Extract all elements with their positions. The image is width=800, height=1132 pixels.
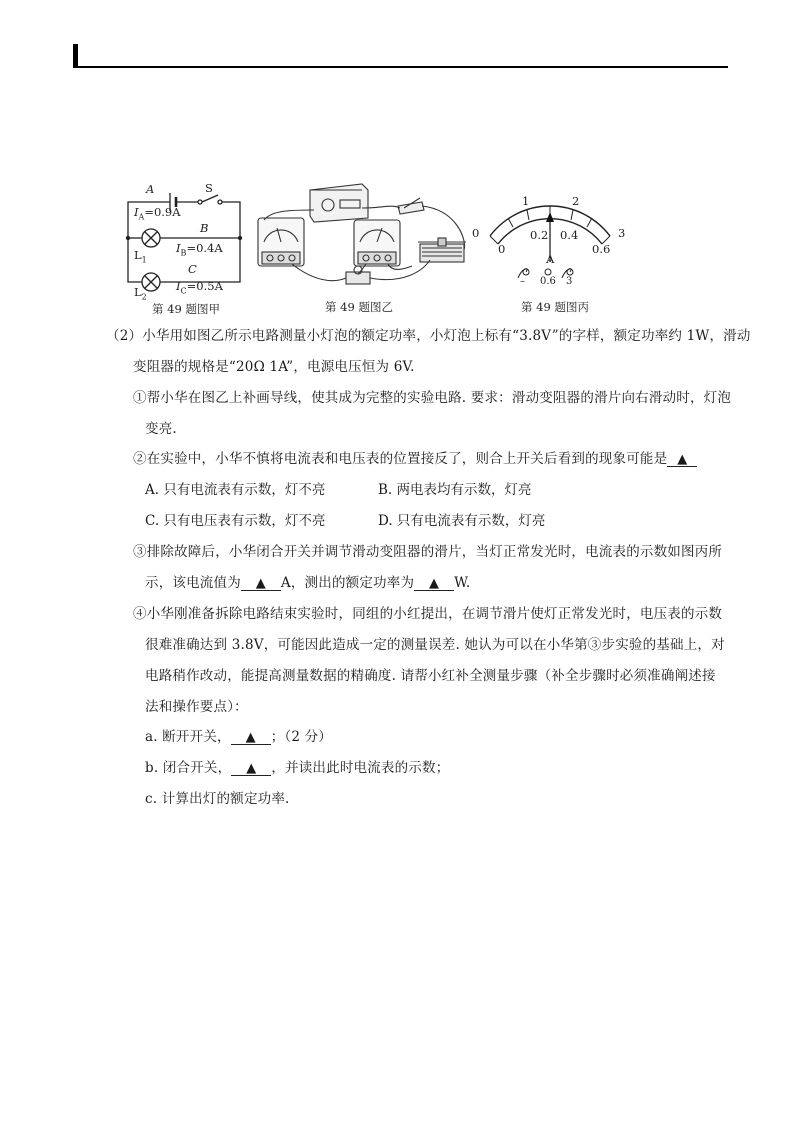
answer-blank-phenomenon[interactable]: ▲ xyxy=(667,453,697,467)
answer-blank-step-b[interactable]: ▲ xyxy=(231,762,271,776)
scale-bottom-0: 0 xyxy=(498,242,506,256)
figure-jia xyxy=(118,178,248,300)
label-a: A xyxy=(146,182,155,196)
q2-step4-line1: ④小华刚准备拆除电路结束实验时，同组的小红提出，在调节滑片使灯正常发光时，电压表的示数 xyxy=(133,606,723,622)
figure-bing xyxy=(474,192,626,288)
q2-step4-line4: 法和操作要点）： xyxy=(145,699,248,715)
option-d: D. 只有电流表有示数，灯亮 xyxy=(378,513,546,529)
scale-top-0: 0 xyxy=(472,226,480,240)
label-ib: $I_B=0.4A$ xyxy=(176,241,223,258)
label-ia: $I_A=0.9A$ xyxy=(134,205,181,222)
label-c: C xyxy=(188,262,197,276)
option-a: A. 只有电流表有示数，灯不亮 xyxy=(145,482,326,498)
header-rule xyxy=(73,66,728,68)
answer-blank-power[interactable]: ▲ xyxy=(414,577,454,591)
caption-yi: 第 49 题图乙 xyxy=(325,300,393,314)
caption-bing: 第 49 题图丙 xyxy=(521,300,589,314)
scale-top-3: 3 xyxy=(618,226,626,240)
figure-yi xyxy=(252,180,474,292)
header-bar xyxy=(73,44,78,67)
answer-blank-step-a[interactable]: ▲ xyxy=(231,731,271,745)
terminal-3: 3 xyxy=(566,276,573,287)
q2-intro-line2: 变阻器的规格是“20Ω 1A”，电源电压恒为 6V. xyxy=(133,359,415,375)
scale-bottom-0-2: 0.2 xyxy=(530,228,549,242)
scale-bottom-0-6: 0.6 xyxy=(592,242,611,256)
scale-bottom-0-4: 0.4 xyxy=(560,228,579,242)
step-a-line: a. 断开开关， ▲ ；（2 分） xyxy=(145,729,333,745)
q2-step1-line1: ①帮小华在图乙上补画导线，使其成为完整的实验电路. 要求：滑动变阻器的滑片向右滑动时，灯泡 xyxy=(133,390,732,406)
label-b: B xyxy=(200,221,209,235)
terminal-minus: – xyxy=(520,276,525,287)
q2-step4-line3: 电路稍作改动，能提高测量数据的精确度. 请帮小红补全测量步骤（补全步骤时必须准确阐述接 xyxy=(145,668,716,684)
q2-step1-line2: 变亮. xyxy=(145,421,177,437)
label-l1: $L_1$ xyxy=(134,248,147,265)
step-b-line: b. 闭合开关， ▲ ，并读出此时电流表的示数； xyxy=(145,760,450,776)
answer-blank-current[interactable]: ▲ xyxy=(241,577,281,591)
step-c-line: c. 计算出灯的额定功率. xyxy=(145,791,290,807)
apparatus-photo-yi xyxy=(252,180,474,292)
caption-jia: 第 49 题图甲 xyxy=(152,302,220,316)
q2-step3-line1: ③排除故障后，小华闭合开关并调节滑动变阻器的滑片，当灯正常发光时，电流表的示数如图丙所 xyxy=(133,544,723,560)
q2-intro-line1: （2）小华用如图乙所示电路测量小灯泡的额定功率，小灯泡上标有“3.8V”的字样，额定功率约 1W，滑动 xyxy=(106,328,751,344)
terminal-0-6: 0.6 xyxy=(540,276,556,287)
scale-top-2: 2 xyxy=(572,194,580,208)
option-c: C. 只有电压表有示数，灯不亮 xyxy=(145,513,326,529)
q2-step2-line: ②在实验中，小华不慎将电流表和电压表的位置接反了，则合上开关后看到的现象可能是 ▲ xyxy=(133,447,697,467)
q2-step4-line2: 很难准确达到 3.8V，可能因此造成一定的测量误差. 她认为可以在小华第③步实验的基础上，对 xyxy=(145,637,725,653)
label-switch-s: S xyxy=(205,181,213,195)
option-b: B. 两电表均有示数，灯亮 xyxy=(378,482,532,498)
label-ic: $I_C=0.5A$ xyxy=(176,279,223,296)
scale-top-1: 1 xyxy=(522,194,530,208)
label-l2: $L_2$ xyxy=(134,285,147,302)
q2-step3-line2: 示，该电流值为 ▲ A，测出的额定功率为 ▲ W. xyxy=(145,575,471,591)
unit-a: A xyxy=(546,252,555,266)
ammeter-dial-bing xyxy=(474,192,626,288)
